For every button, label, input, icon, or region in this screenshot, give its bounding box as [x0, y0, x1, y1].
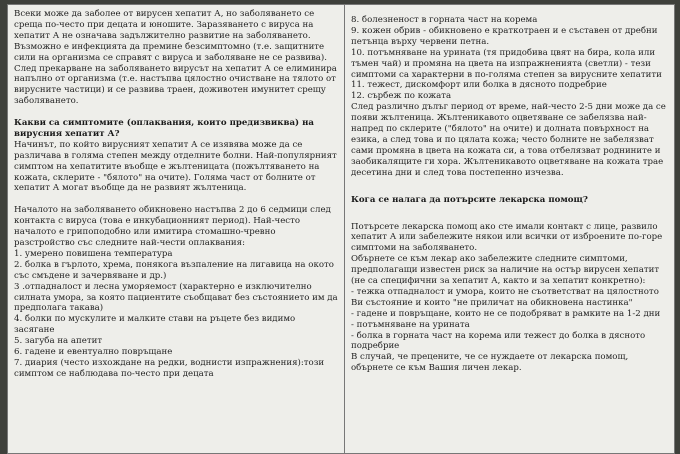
list-item: 7. диария (често изхождане на редки, воднисти изпражнения):този симптом се наблюдава по-често при децата — [14, 357, 325, 379]
list-item: 11. тежест, дискомфорт или болка в дясното подребрие — [351, 80, 607, 91]
onset-paragraph: Началото на заболяването обикновено настъпва 2 до 6 седмици след контакта с вируса (това е инкубационният период). Най-често началото е грипоподобно или имитира стомашно-чревно разстройство със следните най-чести оплаквания: — [14, 205, 331, 248]
list-item: 3 .отпадналост и лесна уморяемост (характерно е изключително силната умора, за която пациентите съобщават без състоянието им да предполага такава) — [14, 281, 338, 314]
list-item: - тежка отпадналост и умора, които не съответстват на цялостното Ви състояние и които "не приличат на обикновена настинка" — [351, 286, 659, 308]
doctor-heading: Кога се налага да потърсите лекарска помощ? — [351, 194, 588, 205]
doctor-intro-paragraph: Потърсете лекарска помощ ако сте имали контакт с лице, развило хепатит А или забележите някои или всички от изброените по-горе симптоми на заболяването. — [351, 221, 663, 254]
closing-paragraph: В случай, че прецените, че се нуждаете от лекарска помощ, обърнете се към Вашия личен лекар. — [351, 352, 629, 374]
list-item: 12. сърбеж по кожата — [351, 91, 452, 102]
list-item: 10. потъмняване на урината (тя придобива цвят на бира, кола или тъмен чай) и промяна на цвета на изпражненията (светли) - тези симптоми са характерни в по-голяма степен за вирусните хепатити — [351, 47, 662, 80]
list-item: 9. кожен обрив - обикновено е краткотраен и е съставен от дребни петънца върху червени петна. — [351, 25, 658, 47]
list-item: 6. гадене и евентуално повръщане — [14, 347, 173, 358]
right-column — [345, 5, 674, 453]
list-item: - болка в горната част на корема или тежест до болка в дясното подребрие — [351, 330, 646, 352]
symptoms-paragraph: Начинът, по който вирусният хепатит А се изявява може да се различава в голяма степен между отделните болни. Най-популярният симптом на хепатитите въобще е жълтеницата (пожълтяването на кожата, склерите - "бялото" на очите). Голяма част от болните от хепатит А могат въобще да не развият жълтеница. — [14, 139, 337, 194]
left-column — [8, 5, 345, 453]
list-item: 1. умерено повишена температура — [14, 248, 173, 259]
list-item: 8. болезненост в горната част на корема — [351, 15, 538, 25]
doctor-risk-paragraph: Обърнете се към лекар ако забележите следните симптоми, предполагащи известен риск за наличие на остър вирусен хепатит (не са специфични за хепатит А, както и за хепатит конкретно): — [351, 254, 660, 287]
list-item: - гадене и повръщане, които не се подобряват в рамките на 1-2 дни — [351, 308, 661, 319]
list-item: 2. болка в гърлото, хрема, понякога възпаление на лигавица на окото със смъдене и зачервяване и др.) — [14, 259, 334, 281]
jaundice-paragraph: След различно дълъг период от време, най-често 2-5 дни може да се появи жълтеница. Жълтеникавото оцветяване се забелязва най-напред по склерите ("бялото" на очите) и долната повърхност на езика, а след това и по цялата кожа; често болните не забелязват сами промяна в цвета на кожата си, а това отбелязват роднините и заобикалящите ги хора. Жълтеникавото оцветяване на кожата трае десетина дни и след това постепенно изчезва. — [351, 102, 666, 178]
list-item: 5. загуба на апетит — [14, 336, 103, 347]
content-table — [7, 4, 675, 454]
intro-paragraph: Всеки може да заболее от вирусен хепатит А, но заболяването се среща по-често при децата и юношите. Заразяването с вируса на хепатит А не означава задължително развитие на заболяването. Възможно е инфекцията да премине безсимптомно (т.е. защитните сили на организма се справят с вируса и заболяване не се развива). — [14, 9, 328, 63]
symptoms-heading: Какви са симптомите (оплаквания, които предизвиква) на вирусния хепатит А? — [14, 118, 314, 139]
list-item: 4. болки по мускулите и малките стави на ръцете без видимо засягане — [14, 314, 296, 336]
recovery-paragraph: След прекарване на заболяването вирусът на хепатит А се елиминира напълно от организма (т.е. настъпва цялостно очистване на тялото от вирусните частици) и се развива траен, доживотен имунитет срещу заболяването. — [14, 63, 337, 107]
list-item: - потъмняване на урината — [351, 319, 470, 330]
